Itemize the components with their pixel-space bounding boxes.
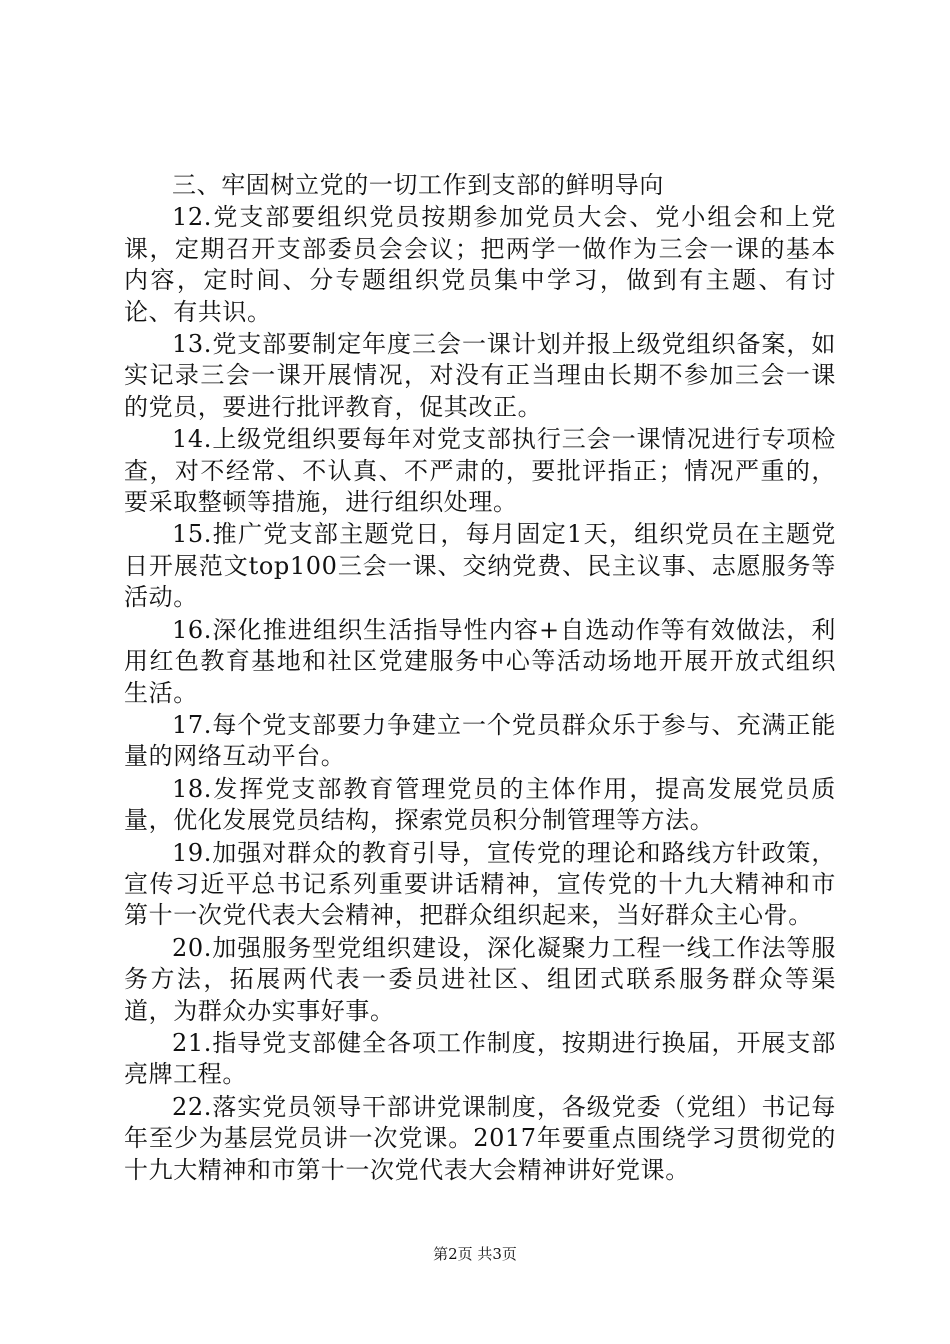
page-number-footer: 第2页 共3页 — [433, 1245, 517, 1263]
paragraph-21: 21.指导党支部健全各项工作制度，按期进行换届，开展支部亮牌工程。 — [124, 1028, 836, 1089]
paragraph-17: 17.每个党支部要力争建立一个党员群众乐于参与、充满正能量的网络互动平台。 — [124, 710, 836, 771]
paragraph-20: 20.加强服务型党组织建设，深化凝聚力工程一线工作法等服务方法，拓展两代表一委员进社区、组团式联系服务群众等渠道，为群众办实事好事。 — [124, 933, 836, 1025]
paragraph-19: 19.加强对群众的教育引导，宣传党的理论和路线方针政策，宣传习近平总书记系列重要讲话精神，宣传党的十九大精神和市第十一次党代表大会精神，把群众组织起来，当好群众主心骨。 — [124, 838, 836, 930]
paragraph-14: 14.上级党组织要每年对党支部执行三会一课情况进行专项检查，对不经常、不认真、不严肃的，要批评指正；情况严重的，要采取整顿等措施，进行组织处理。 — [124, 425, 836, 517]
paragraph-22: 22.落实党员领导干部讲党课制度，各级党委（党组）书记每年至少为基层党员讲一次党课。2017年要重点围绕学习贯彻党的十九大精神和市第十一次党代表大会精神讲好党课。 — [124, 1092, 836, 1184]
paragraph-15: 15.推广党支部主题党日，每月固定1天，组织党员在主题党日开展范文top100三会一课、交纳党费、民主议事、志愿服务等活动。 — [124, 520, 836, 612]
document-body — [124, 170, 836, 1187]
section-heading: 三、牢固树立党的一切工作到支部的鲜明导向 — [172, 171, 664, 199]
paragraph-16: 16.深化推进组织生活指导性内容+自选动作等有效做法，利用红色教育基地和社区党建服务中心等活动场地开展开放式组织生活。 — [124, 615, 836, 707]
paragraph-12: 12.党支部要组织党员按期参加党员大会、党小组会和上党课，定期召开支部委员会会议；把两学一做作为三会一课的基本内容，定时间、分专题组织党员集中学习，做到有主题、有讨论、有共识。 — [124, 203, 836, 326]
paragraph-13: 13.党支部要制定年度三会一课计划并报上级党组织备案，如实记录三会一课开展情况，对没有正当理由长期不参加三会一课的党员，要进行批评教育，促其改正。 — [124, 330, 836, 421]
paragraph-18: 18.发挥党支部教育管理党员的主体作用，提高发展党员质量，优化发展党员结构，探索党员积分制管理等方法。 — [124, 774, 836, 835]
